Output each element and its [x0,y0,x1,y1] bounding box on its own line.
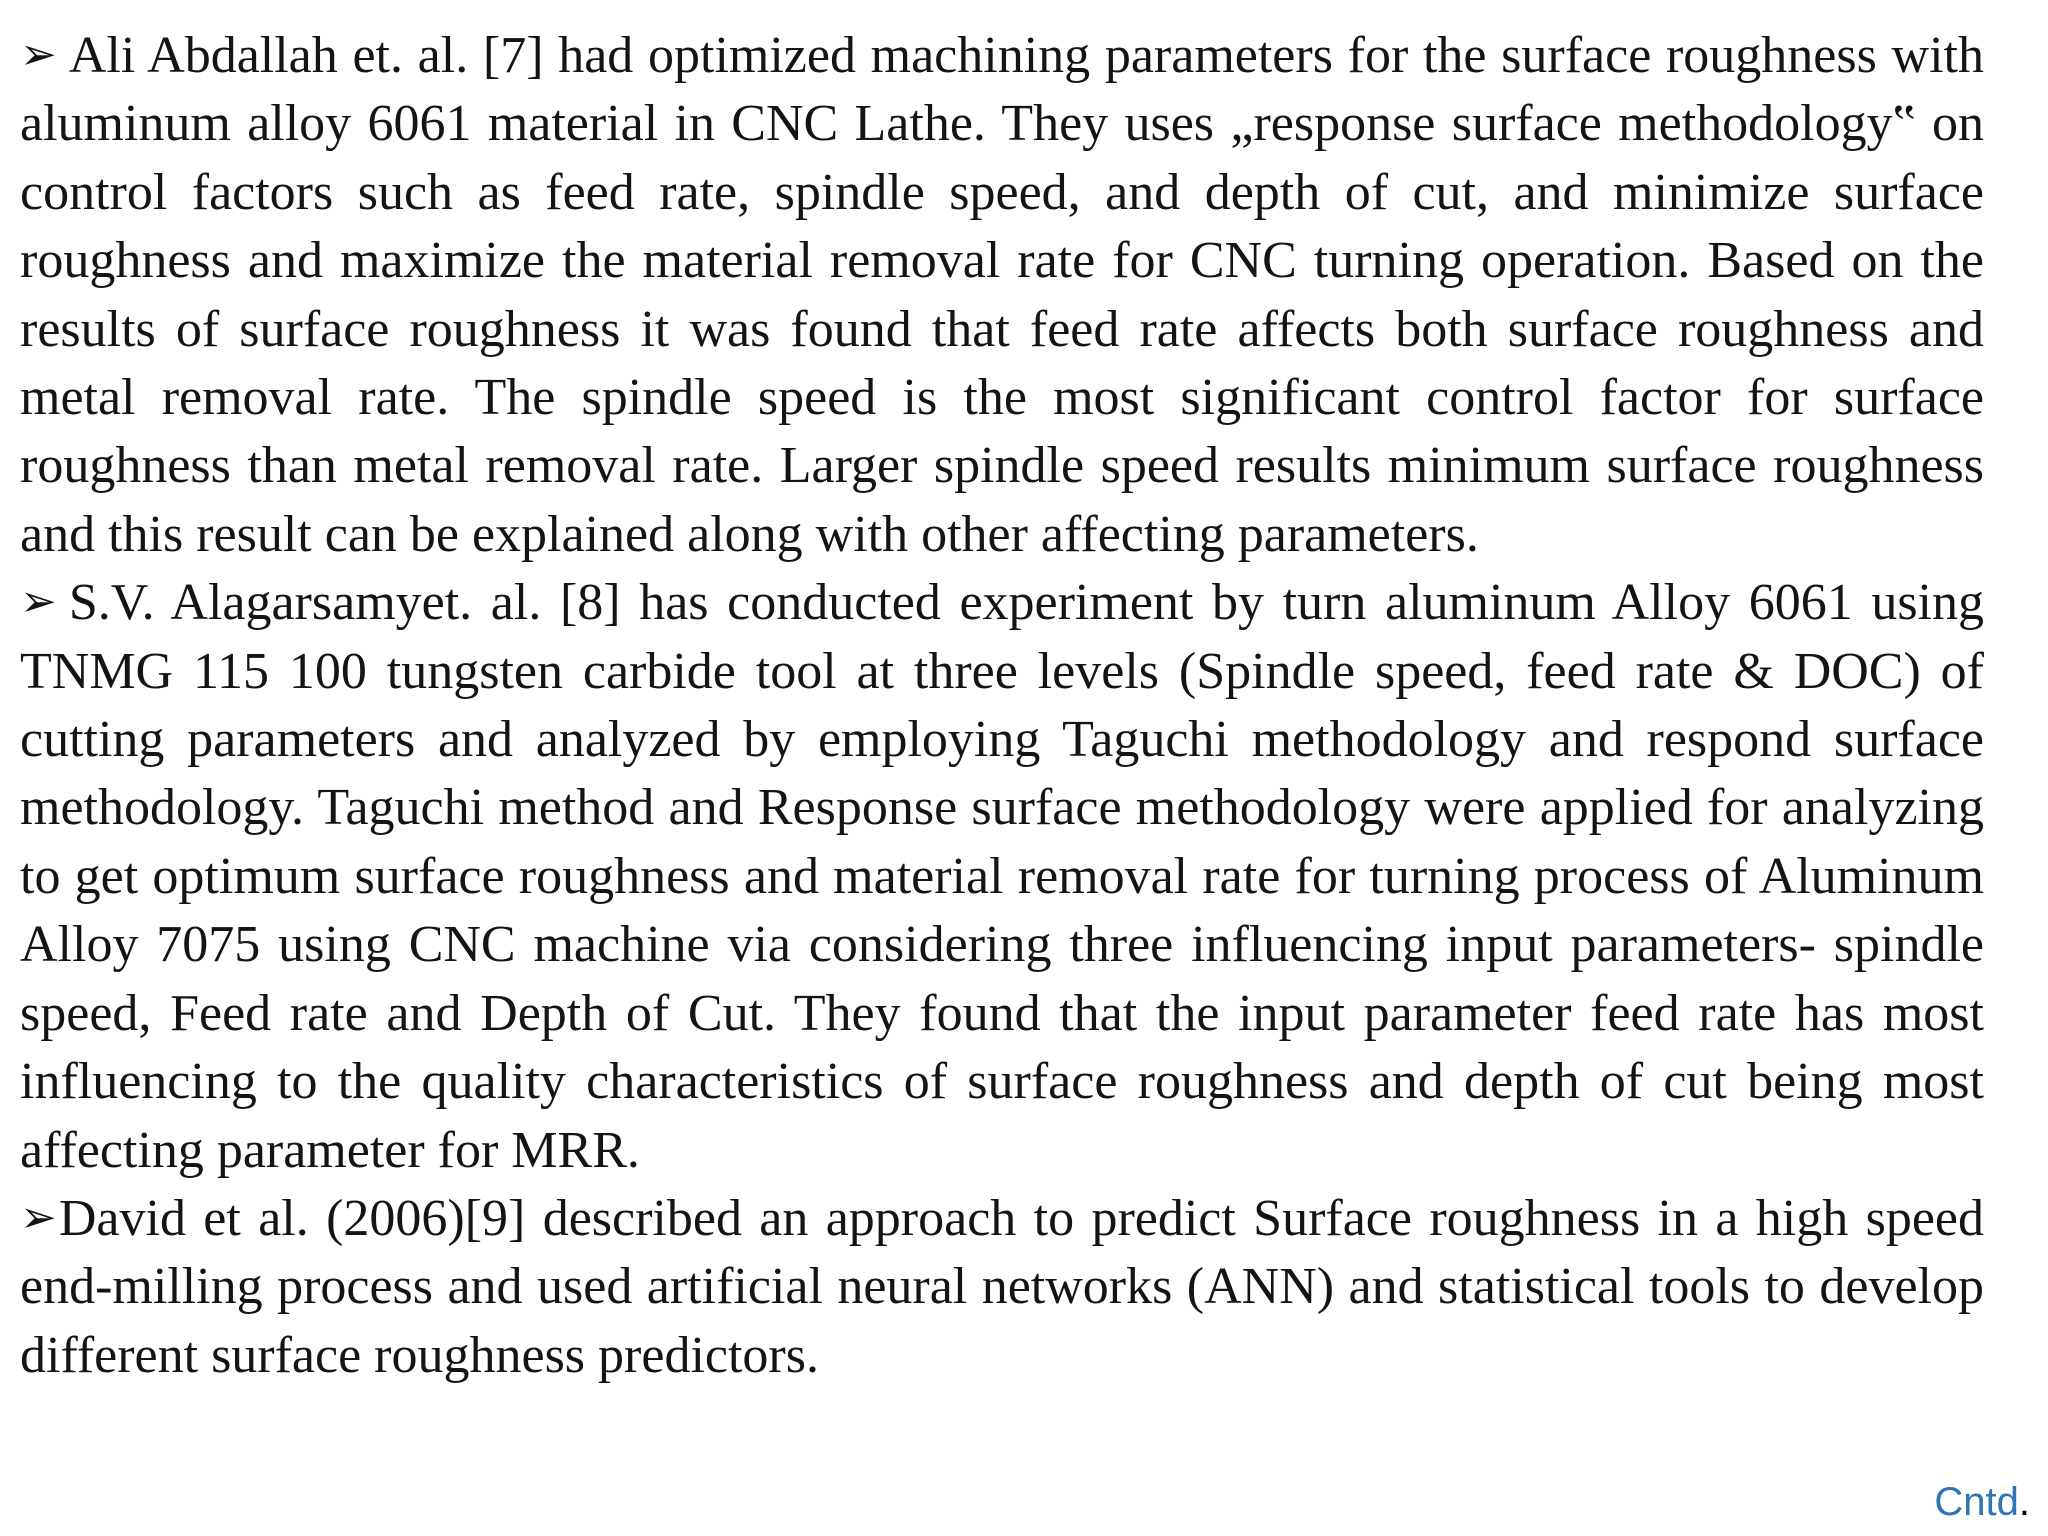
bullet-item-david [20,1185,1984,1390]
continued-text: Cntd [1934,1480,2019,1524]
bullet-text: S.V. Alagarsamyet. al. [8] has conducted experiment by turn aluminum Alloy 6061 using TNMG 115 100 tungsten carbide tool at three levels (Spindle speed, feed rate & DOC) of cutting parameters and analyzed by employing Taguchi methodology and respond surface methodology. Taguchi method and Response surface methodology were applied for analyzing to get optimum surface roughness and material removal rate for turning process of Aluminum Alloy 7075 using CNC machine via considering three influencing input parameters- spindle speed, Feed rate and Depth of Cut. They found that the input parameter feed rate has most influencing to the quality characteristics of surface roughness and depth of cut being most affecting parameter for MRR. [20,574,1984,1179]
continued-dot: . [2018,1480,2030,1524]
bullet-item-abdallah [20,22,1984,569]
bullet-text: David et al. (2006)[9] described an approach to predict Surface roughness in a high speed end-milling process and used artificial neural networks (ANN) and statistical tools to develop different surface roughness predictors. [20,1189,1984,1384]
bullet-list [20,22,1984,1390]
bullet-text: Ali Abdallah et. al. [7] had optimized machining parameters for the surface roughness with aluminum alloy 6061 material in CNC Lathe. They uses „response surface methodology‟ on control factors such as feed rate, spindle speed, and depth of cut, and minimize surface roughness and maximize the material removal rate for CNC turning operation. Based on the results of surface roughness it was found that feed rate affects both surface roughness and metal removal rate. The spindle speed is the most significant control factor for surface roughness than metal removal rate. Larger spindle speed results minimum surface roughness and this result can be explained along with other affecting parameters. [20,27,1984,563]
bullet-item-alagarsamy [20,569,1984,1185]
arrow-bullet-icon: ➢ [20,1191,57,1243]
continued-label [1934,1478,2030,1526]
arrow-bullet-icon: ➢ [20,29,57,80]
arrow-bullet-icon: ➢ [20,576,57,628]
